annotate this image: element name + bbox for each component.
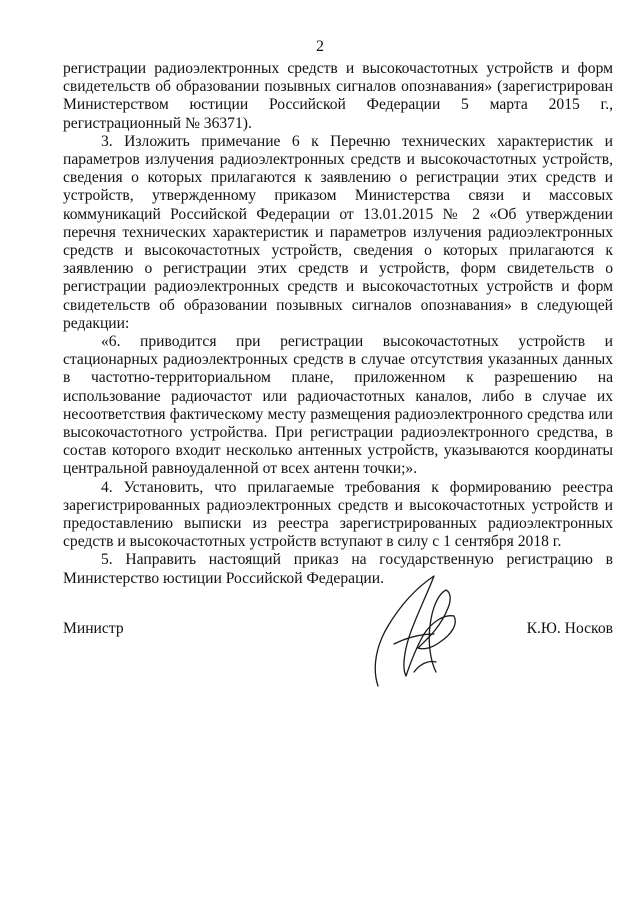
document-body xyxy=(63,60,613,588)
paragraph-item-4: 4. Установить, что прилагаемые требования к формированию реестра зарегистрированных радиоэлектронных средств и высокочастотных устройств и предоставлению выписки из реестра зарегистрированных радиоэлектронных средств и высокочастотных устройств вступают в силу с 1 сентября 2018 г. xyxy=(63,478,613,551)
signatory-name: К.Ю. Носков xyxy=(526,620,613,637)
paragraph-quoted-note-6: «6. приводится при регистрации высокочастотных устройств и стационарных радиоэлектронных средств в случае отсутствия указанных данных в частотно-территориальном плане, приложенном к разрешению на использование радиочастот или радиочастотных каналов, либо в случае их несоответствия фактическому месту размещения радиоэлектронного средства или высокочастотного устройства. При регистрации радиоэлектронного средства, в состав которого входит несколько антенных устройств, указываются координаты центральной равноудаленной от всех антенн точки;». xyxy=(63,333,613,478)
signature-block xyxy=(63,620,613,644)
paragraph-item-3: 3. Изложить примечание 6 к Перечню технических характеристик и параметров излучения радиоэлектронных средств и высокочастотных устройств, сведения о которых прилагаются к заявлению о регистрации этих средств и устройств, утвержденному приказом Министерства связи и массовых коммуникаций Российской Федерации от 13.01.2015 № 2 «Об утверждении перечня технических характеристик и параметров излучения радиоэлектронных средств и высокочастотных устройств, сведения о которых прилагаются к заявлению о регистрации этих средств и устройств, форм свидетельств о регистрации радиоэлектронных средств и высокочастотных устройств и форм свидетельств об образовании позывных сигналов опознавания» в следующей редакции: xyxy=(63,132,613,332)
signatory-title: Министр xyxy=(63,620,124,637)
paragraph-continuation: регистрации радиоэлектронных средств и высокочастотных устройств и форм свидетельств об образовании позывных сигналов опознавания» (зарегистрирован Министерством юстиции Российской Федерации 5 марта 2015 г., регистрационный № 36371). xyxy=(63,60,613,132)
paragraph-item-5: 5. Направить настоящий приказ на государственную регистрацию в Министерство юстиции Российской Федерации. xyxy=(63,551,613,587)
handwritten-signature-icon xyxy=(358,568,468,698)
page-number: 2 xyxy=(316,38,324,55)
